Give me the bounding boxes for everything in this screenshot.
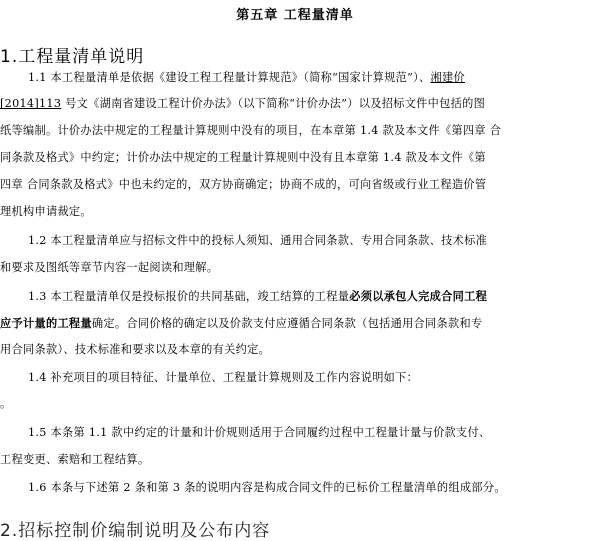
chapter-title: 第五章 工程量清单 — [236, 8, 354, 23]
emphasis-text: 必须以承包人完成合同工程 — [349, 289, 488, 303]
paragraph-1-6-line-1: 1.6 本条与下述第 2 条和第 3 条的说明内容是构成合同文件的已标价工程量清单的组成部分。 — [28, 481, 506, 494]
paragraph-1-3-line-1 — [28, 288, 487, 305]
paragraph-1-1-line-3: 纸等编制。计价办法中规定的工程量计算规则中没有的项目，在本章第 1.4 款及本文件《第四章 合 — [0, 124, 502, 137]
section-heading: 1.工程量清单说明 — [0, 47, 145, 67]
paragraph-1-5-line-1: 1.5 本条第 1.1 款中约定的计量和计价规则适用于合同履约过程中工程量计量与价款支付、 — [28, 426, 491, 439]
text: 1.3 本工程量清单仅是投标报价的共同基础，竣工结算的工程量 — [28, 290, 350, 303]
paragraph-1-2-line-2: 和要求及图纸等章节内容一起阅读和理解。 — [0, 261, 219, 274]
reference-link: [2014]113 — [0, 97, 62, 110]
emphasis-text: 应予计量的工程量 — [0, 316, 92, 330]
text: 确定。合同价格的确定以及价款支付应遵循合同条款（包括通用合同条款和专 — [91, 317, 483, 330]
reference-link: 湘建价 — [430, 71, 465, 84]
paragraph-1-1-line-4: 同条款及格式》中约定；计价办法中规定的工程量计算规则中没有且本章第 1.4 款及本文件《第 — [0, 151, 486, 164]
paragraph-1-4-line-1: 1.4 补充项目的项目特征、计量单位、工程量计算规则及工作内容说明如下： — [28, 371, 419, 384]
paragraph-1-5-line-2: 工程变更、索赔和工程结算。 — [0, 453, 150, 466]
paragraph-1-1-line-5: 四章 合同条款及格式》中也未约定的，双方协商确定；协商不成的，可向省级或行业工程造价管 — [0, 178, 487, 191]
text: 1.1 本工程量清单是依据《建设工程工程量计算规范》（简称“国家计算规范”）、 — [28, 71, 431, 84]
paragraph-1-4-line-2: 。 — [0, 397, 12, 410]
section-heading-2: 2.招标控制价编制说明及公布内容 — [0, 521, 271, 541]
paragraph-1-1-line-1 — [28, 70, 465, 86]
paragraph-1-3-line-3: 用合同条款）、技术标准和要求以及本章的有关约定。 — [0, 343, 271, 356]
paragraph-1-1-line-2 — [0, 96, 485, 112]
paragraph-1-1-line-6: 理机构申请裁定。 — [0, 205, 92, 218]
text: 号文《湖南省建设工程计价办法》（以下简称“计价办法”）以及招标文件中包括的图 — [61, 97, 486, 110]
paragraph-1-3-line-2 — [0, 315, 482, 332]
paragraph-1-2-line-1: 1.2 本工程量清单应与招标文件中的投标人须知、通用合同条款、专用合同条款、技术标准 — [28, 234, 488, 247]
